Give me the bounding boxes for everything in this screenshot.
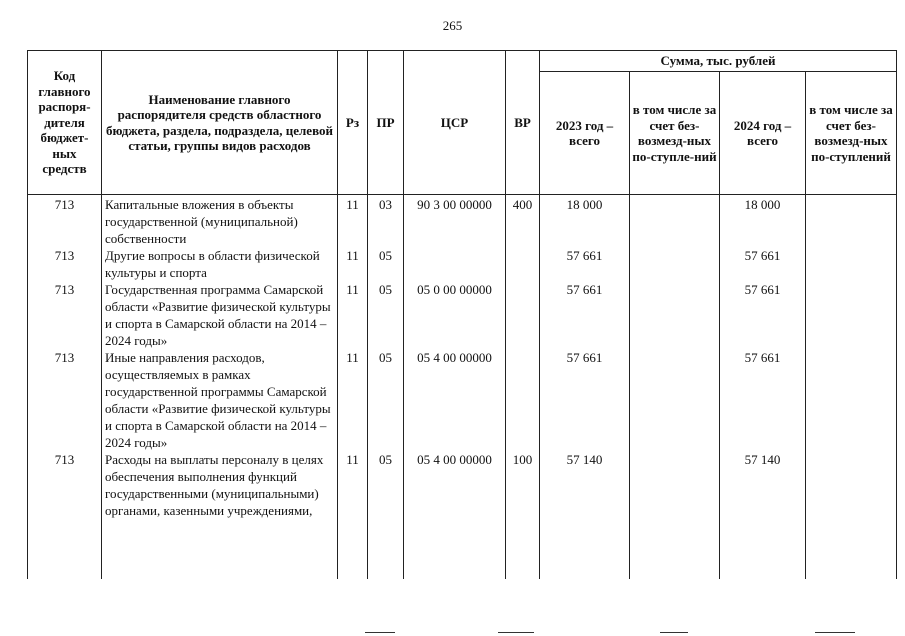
cell-2023-grants	[630, 247, 720, 281]
cell-2024-total: 57 661	[720, 281, 806, 349]
table-body	[28, 195, 897, 580]
cell-csr: 05 0 00 00000	[404, 281, 506, 349]
scan-mark	[660, 632, 688, 633]
cell-name: Иные направления расходов, осуществляемых в рамках государственной программы Самарской области «Развитие физической культуры и спорта в Самарской области на 2014 – 2024 годы»	[102, 349, 338, 451]
table-row	[28, 247, 897, 281]
table-row	[28, 195, 897, 248]
cell-name: Государственная программа Самарской области «Развитие физической культуры и спорта в Самарской области на 2014 – 2024 годы»	[102, 281, 338, 349]
cell-csr: 05 4 00 00000	[404, 451, 506, 519]
cell-name: Другие вопросы в области физической культуры и спорта	[102, 247, 338, 281]
cell-rz: 11	[338, 195, 368, 248]
cell-name: Расходы на выплаты персоналу в целях обеспечения выполнения функций государственными (муниципальными) органами, казенными учреждениями,	[102, 451, 338, 519]
cell-code: 713	[28, 195, 102, 248]
cell-2024-total: 57 661	[720, 247, 806, 281]
cell-2023-grants	[630, 451, 720, 519]
cell-2024-grants	[806, 349, 897, 451]
cell-vr	[506, 247, 540, 281]
cell-vr	[506, 349, 540, 451]
cell-2024-grants	[806, 247, 897, 281]
scan-mark	[365, 632, 395, 633]
header-name: Наименование главного распорядителя средств областного бюджета, раздела, подраздела, целевой статьи, группы видов расходов	[102, 51, 338, 195]
page-number: 265	[442, 18, 463, 33]
header-row-top	[28, 51, 897, 72]
cell-2023-grants	[630, 349, 720, 451]
cell-2023-total: 57 661	[540, 281, 630, 349]
cell-vr: 400	[506, 195, 540, 248]
cell-rz: 11	[338, 349, 368, 451]
header-2024-total: 2024 год – всего	[720, 72, 806, 195]
cell-2024-total: 57 140	[720, 451, 806, 519]
header-vr: ВР	[506, 51, 540, 195]
cell-2023-total: 57 140	[540, 451, 630, 519]
header-pr: ПР	[368, 51, 404, 195]
cell-code: 713	[28, 247, 102, 281]
cell-rz: 11	[338, 281, 368, 349]
cell-2023-total: 57 661	[540, 247, 630, 281]
cell-vr: 100	[506, 451, 540, 519]
header-csr: ЦСР	[404, 51, 506, 195]
cell-2023-grants	[630, 195, 720, 248]
cell-2024-total: 57 661	[720, 349, 806, 451]
table-row	[28, 281, 897, 349]
cell-rz: 11	[338, 451, 368, 519]
cell-2024-grants	[806, 281, 897, 349]
scan-mark	[815, 632, 855, 633]
cell-2024-grants	[806, 195, 897, 248]
cell-vr	[506, 281, 540, 349]
cell-2023-grants	[630, 281, 720, 349]
table-row	[28, 349, 897, 451]
cell-2023-total: 18 000	[540, 195, 630, 248]
cell-csr	[404, 247, 506, 281]
cell-rz: 11	[338, 247, 368, 281]
header-2024-grants: в том числе за счет без-возмезд-ных по-ступлений	[806, 72, 897, 195]
cell-pr: 03	[368, 195, 404, 248]
cell-pr: 05	[368, 349, 404, 451]
header-code: Код главного распоря-дителя бюджет-ных средств	[28, 51, 102, 195]
cell-2024-total: 18 000	[720, 195, 806, 248]
cell-name: Капитальные вложения в объекты государственной (муниципальной) собственности	[102, 195, 338, 248]
header-2023-grants: в том числе за счет без-возмезд-ных по-ступле-ний	[630, 72, 720, 195]
cell-2023-total: 57 661	[540, 349, 630, 451]
cell-csr: 90 3 00 00000	[404, 195, 506, 248]
cell-pr: 05	[368, 281, 404, 349]
cell-pr: 05	[368, 451, 404, 519]
cell-code: 713	[28, 349, 102, 451]
header-2023-total: 2023 год – всего	[540, 72, 630, 195]
table-filler-row	[28, 519, 897, 579]
cell-2024-grants	[806, 451, 897, 519]
header-rz: Рз	[338, 51, 368, 195]
cell-code: 713	[28, 451, 102, 519]
scan-mark	[498, 632, 534, 633]
table-row	[28, 451, 897, 519]
budget-table	[27, 50, 897, 579]
cell-pr: 05	[368, 247, 404, 281]
header-sum-group: Сумма, тыс. рублей	[540, 51, 897, 72]
cell-csr: 05 4 00 00000	[404, 349, 506, 451]
cell-code: 713	[28, 281, 102, 349]
